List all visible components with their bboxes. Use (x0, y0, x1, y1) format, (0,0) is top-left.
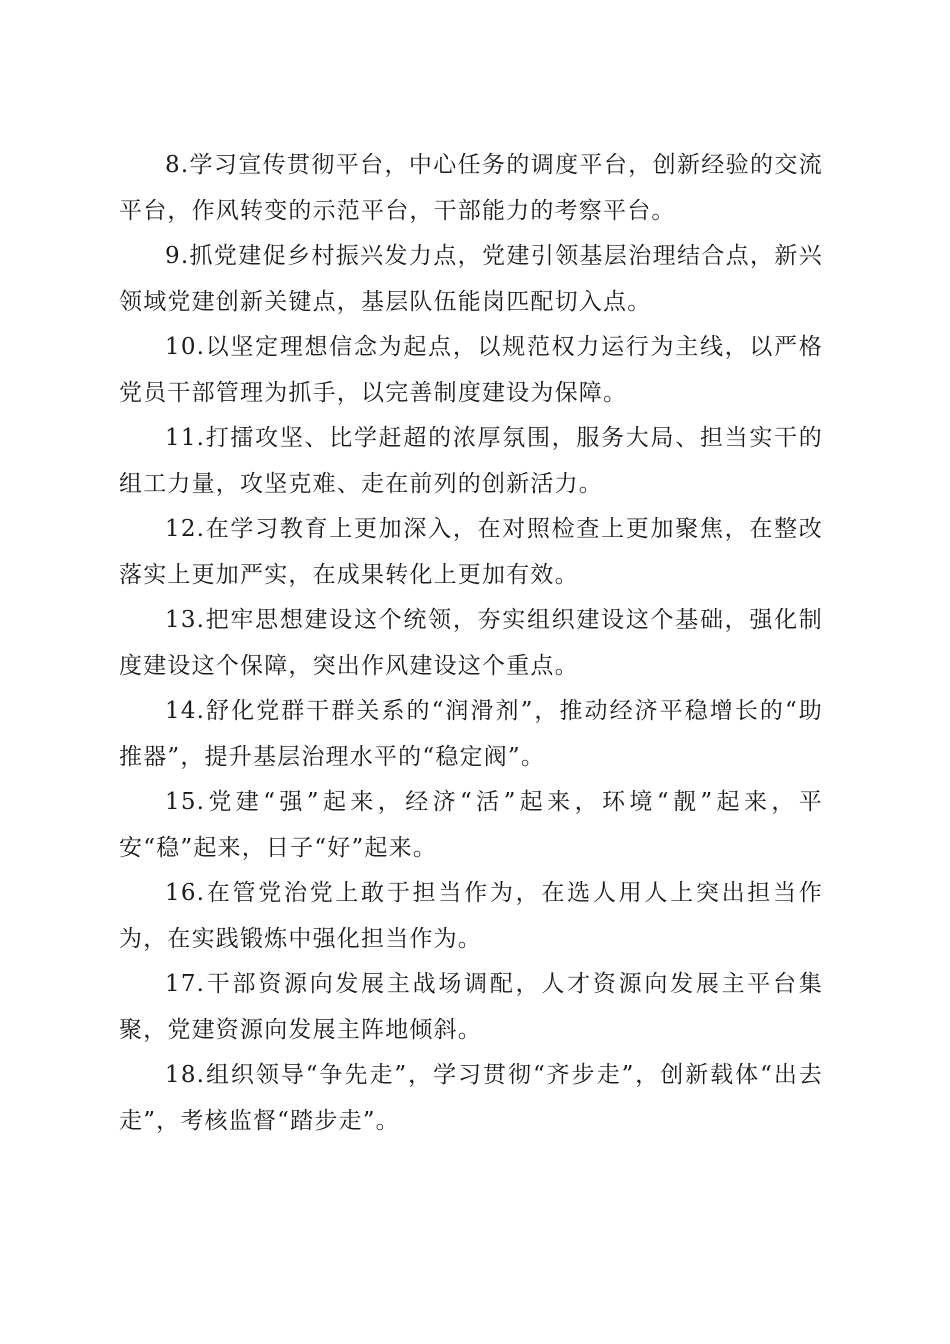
paragraph-item-14: 14.舒化党群干群关系的“润滑剂”，推动经济平稳增长的“助推器”，提升基层治理水平的“稳定阀”。 (119, 698, 823, 770)
paragraph-item-9: 9.抓党建促乡村振兴发力点，党建引领基层治理结合点，新兴领域党建创新关键点，基层队伍能岗匹配切入点。 (119, 243, 823, 315)
paragraph-item-15: 15.党建“强”起来，经济“活”起来，环境“靓”起来，平安“稳”起来，日子“好”起来。 (119, 789, 823, 861)
paragraph-item-18: 18.组织领导“争先走”，学习贯彻“齐步走”，创新载体“出去走”，考核监督“踏步走”。 (119, 1062, 823, 1134)
document-body (119, 143, 823, 1144)
paragraph-item-10: 10.以坚定理想信念为起点，以规范权力运行为主线，以严格党员干部管理为抓手，以完善制度建设为保障。 (119, 334, 823, 406)
paragraph-item-12: 12.在学习教育上更加深入，在对照检查上更加聚焦，在整改落实上更加严实，在成果转化上更加有效。 (119, 516, 823, 588)
paragraph-item-8: 8.学习宣传贯彻平台，中心任务的调度平台，创新经验的交流平台，作风转变的示范平台，干部能力的考察平台。 (119, 152, 823, 224)
paragraph-item-11: 11.打擂攻坚、比学赶超的浓厚氛围，服务大局、担当实干的组工力量，攻坚克难、走在前列的创新活力。 (119, 425, 823, 497)
paragraph-item-13: 13.把牢思想建设这个统领，夯实组织建设这个基础，强化制度建设这个保障，突出作风建设这个重点。 (119, 607, 823, 679)
paragraph-item-16: 16.在管党治党上敢于担当作为，在选人用人上突出担当作为，在实践锻炼中强化担当作为。 (119, 880, 823, 952)
paragraph-item-17: 17.干部资源向发展主战场调配，人才资源向发展主平台集聚，党建资源向发展主阵地倾斜。 (119, 971, 823, 1043)
